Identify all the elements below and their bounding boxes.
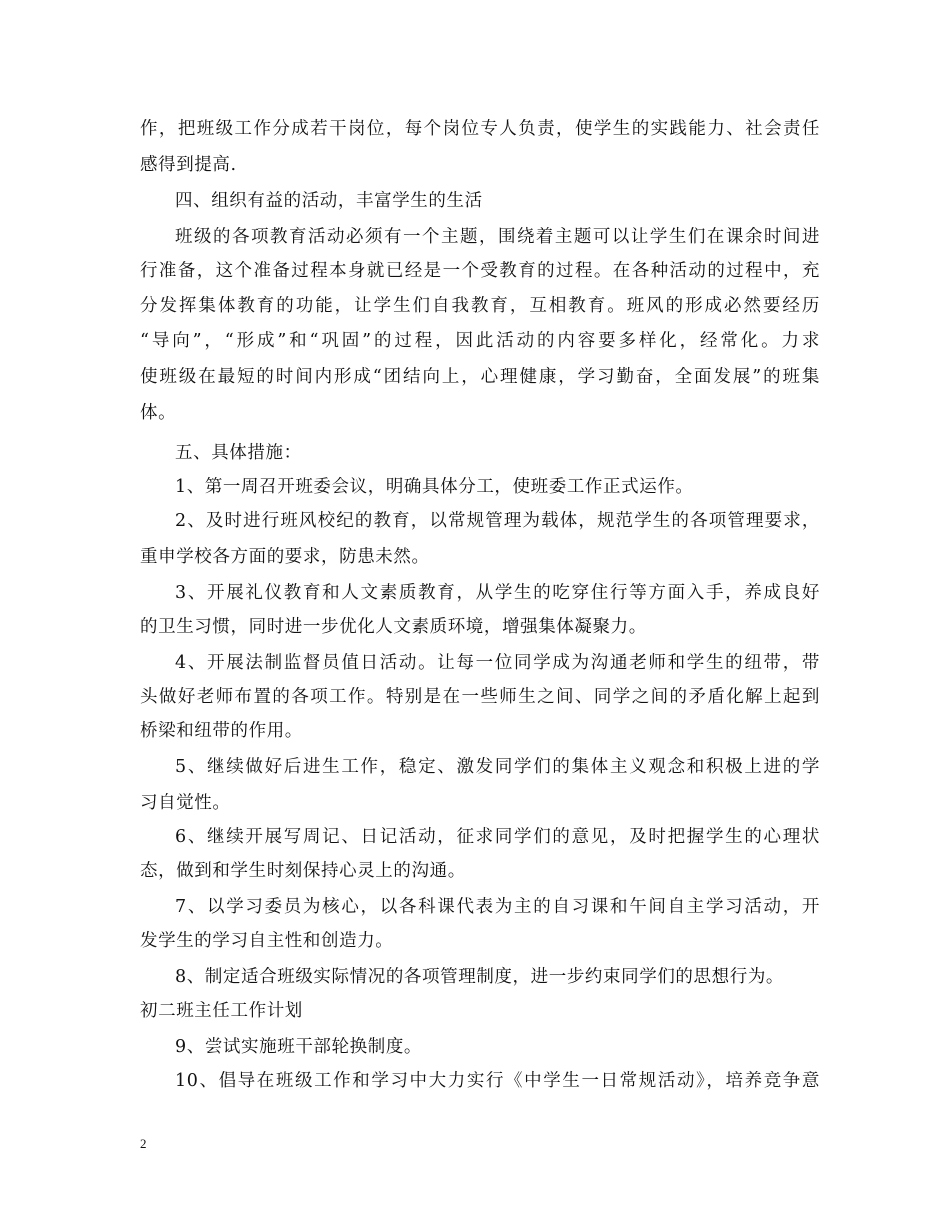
list-item: 10、倡导在班级工作和学习中大力实行《中学生一日常规活动》，培养竞争意 [175,1071,820,1091]
list-item: 5、继续做好后进生工作，稳定、激发同学们的集体主义观念和积极上进的学 [175,757,820,777]
text-line: 作，把班级工作分成若干岗位，每个岗位专人负责，使学生的实践能力、社会责任 [140,119,820,139]
text-line: 班级的各项教育活动必须有一个主题，围绕着主题可以让学生们在课余时间进 [175,227,820,247]
text-line: 体。 [140,403,177,423]
list-item: 8、制定适合班级实际情况的各项管理制度，进一步约束同学们的思想行为。 [175,967,785,987]
list-item: 4、开展法制监督员值日活动。让每一位同学成为沟通老师和学生的纽带，带 [175,653,820,673]
text-line: 发学生的学习自主性和创造力。 [140,931,394,951]
text-line: 重申学校各方面的要求，防患未然。 [140,547,430,567]
text-line: 行准备，这个准备过程本身就已经是一个受教育的过程。在各种活动的过程中，充 [140,261,820,281]
inline-title: 初二班主任工作计划 [140,1001,303,1021]
list-item: 3、开展礼仪教育和人文素质教育，从学生的吃穿住行等方面入手，养成良好 [175,583,820,603]
text-line: 头做好老师布置的各项工作。特别是在一些师生之间、同学之间的矛盾化解上起到 [140,687,820,707]
text-line: “导向”，“形成”和“巩固”的过程，因此活动的内容要多样化，经常化。力求 [140,331,820,351]
text-line: 的卫生习惯，同时进一步优化人文素质环境，增强集体凝聚力。 [140,617,647,637]
list-item: 7、以学习委员为核心，以各科课代表为主的自习课和午间自主学习活动，开 [175,897,820,917]
text-line: 习自觉性。 [140,793,231,813]
page-number: 2 [140,1136,147,1151]
text-line: 桥梁和纽带的作用。 [140,721,303,741]
text-line: 使班级在最短的时间内形成“团结向上，心理健康，学习勤奋，全面发展”的班集 [140,367,820,387]
list-item: 1、第一周召开班委会议，明确具体分工，使班委工作正式运作。 [175,477,694,497]
section-heading: 五、具体措施： [175,443,302,463]
section-heading: 四、组织有益的活动，丰富学生的生活 [175,191,483,211]
text-line: 感得到提高. [140,155,237,175]
list-item: 2、及时进行班风校纪的教育，以常规管理为载体，规范学生的各项管理要求， [175,511,820,531]
list-item: 9、尝试实施班干部轮换制度。 [175,1037,423,1057]
text-line: 态，做到和学生时刻保持心灵上的沟通。 [140,861,466,881]
list-item: 6、继续开展写周记、日记活动，征求同学们的意见，及时把握学生的心理状 [175,827,820,847]
text-line: 分发挥集体教育的功能，让学生们自我教育，互相教育。班风的形成必然要经历 [140,296,820,316]
